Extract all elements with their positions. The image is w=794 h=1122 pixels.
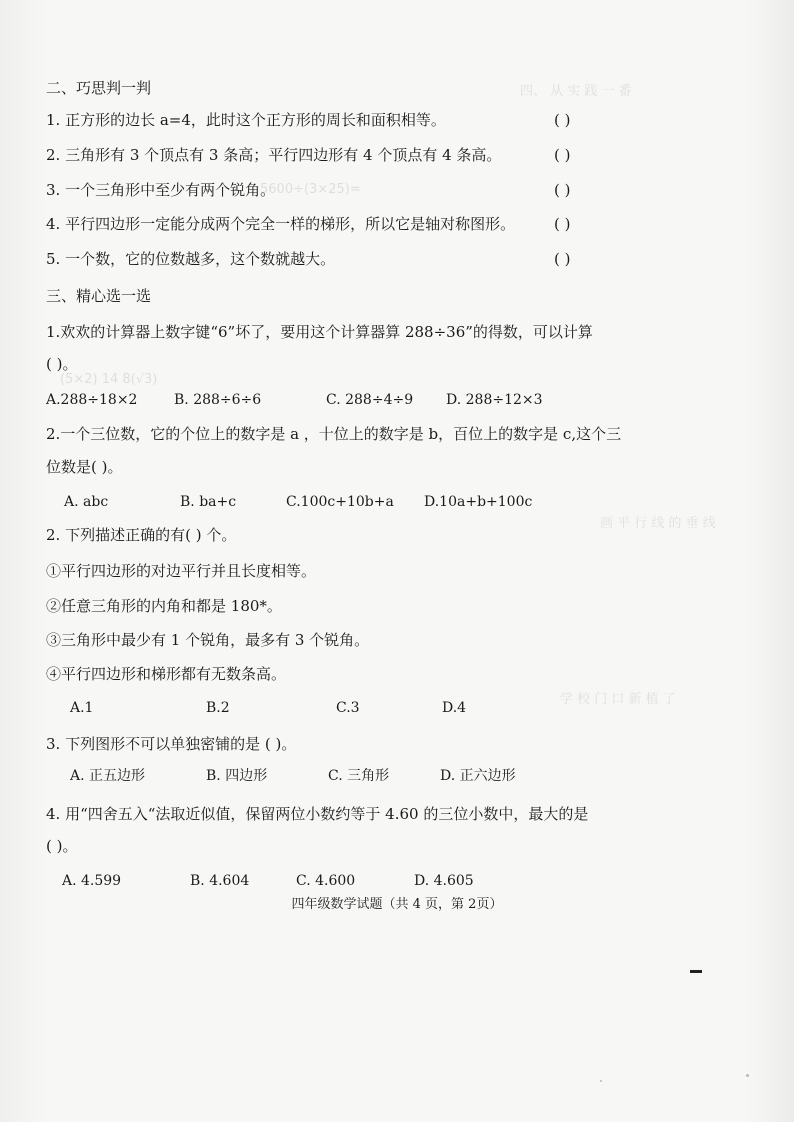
choice-q3-statement-1: ①平行四边形的对边平行并且长度相等。: [46, 562, 317, 580]
option-a[interactable]: A.1: [70, 700, 94, 716]
option-d[interactable]: D. 288÷12×3: [446, 392, 543, 408]
option-a[interactable]: A. 4.599: [62, 873, 122, 889]
option-d[interactable]: D. 4.605: [414, 873, 474, 889]
judge-answer-paren-4[interactable]: ( ): [554, 215, 571, 233]
show-through-text: 5600÷(3×25)=: [260, 182, 361, 197]
scan-mark: [690, 970, 702, 973]
choice-q2-stem: 2.一个三位数，它的个位上的数字是 a ，十位上的数字是 b，百位上的数字是 c,这个三: [46, 425, 622, 443]
choice-q3-statement-4: ④平行四边形和梯形都有无数条高。: [46, 665, 287, 683]
option-c[interactable]: C.3: [336, 700, 360, 716]
judge-item-1: 1. 正方形的边长 a=4，此时这个正方形的周长和面积相等。: [46, 111, 446, 129]
judge-answer-paren-3[interactable]: ( ): [554, 181, 571, 199]
choice-q2-options: [64, 492, 714, 512]
judge-item-3: 3. 一个三角形中至少有两个锐角。: [46, 181, 276, 199]
choice-q4-stem: 3. 下列图形不可以单独密铺的是 ( )。: [46, 735, 297, 753]
option-d[interactable]: D.10a+b+100c: [424, 494, 533, 510]
section-title-judge: 二、巧思判一判: [46, 79, 152, 97]
option-b[interactable]: B. 288÷6÷6: [174, 392, 262, 408]
option-a[interactable]: A.288÷18×2: [46, 392, 138, 408]
option-c[interactable]: C. 三角形: [328, 768, 390, 784]
show-through-text: (5×2) 14 8(√3): [60, 372, 158, 387]
option-b[interactable]: B. ba+c: [180, 494, 237, 510]
option-d[interactable]: D. 正六边形: [440, 768, 516, 784]
judge-item-2: 2. 三角形有 3 个顶点有 3 条高；平行四边形有 4 个顶点有 4 条高。: [46, 146, 502, 164]
option-d[interactable]: D.4: [442, 700, 467, 716]
choice-q1-options: [46, 390, 696, 410]
show-through-text: 画 平 行 线 的 垂 线: [600, 516, 716, 531]
option-b[interactable]: B.2: [206, 700, 230, 716]
choice-q5-answer-paren[interactable]: ( )。: [46, 837, 78, 855]
judge-item-4: 4. 平行四边形一定能分成两个完全一样的梯形，所以它是轴对称图形。: [46, 215, 516, 233]
choice-q3-statement-2: ②任意三角形的内角和都是 180*。: [46, 597, 282, 615]
choice-q1-answer-paren[interactable]: ( )。: [46, 355, 78, 373]
show-through-text: 四、 从 实 践 一 番: [520, 84, 632, 99]
choice-q1-stem: 1.欢欢的计算器上数字键“6”坏了，要用这个计算器算 288÷36”的得数，可以计算: [46, 323, 593, 341]
option-a[interactable]: A. 正五边形: [70, 768, 146, 784]
choice-q5-stem: 4. 用“四舍五入“法取近似值，保留两位小数约等于 4.60 的三位小数中，最大的是: [46, 805, 589, 823]
choice-q3-options: [70, 698, 720, 718]
judge-answer-paren-2[interactable]: ( ): [554, 146, 571, 164]
choice-q5-options: [62, 871, 712, 891]
option-b[interactable]: B. 四边形: [206, 768, 268, 784]
page-footer: 四年级数学试题（共 4 页，第 2页）: [291, 897, 503, 912]
choice-q2-answer-paren[interactable]: 位数是( )。: [46, 458, 123, 476]
judge-item-5: 5. 一个数，它的位数越多，这个数就越大。: [46, 250, 336, 268]
judge-answer-paren-5[interactable]: ( ): [554, 250, 571, 268]
option-b[interactable]: B. 4.604: [190, 873, 250, 889]
choice-q3-statement-3: ③三角形中最少有 1 个锐角，最多有 3 个锐角。: [46, 631, 370, 649]
section-title-choice: 三、精心选一选: [46, 287, 152, 305]
option-c[interactable]: C.100c+10b+a: [286, 494, 394, 510]
judge-answer-paren-1[interactable]: ( ): [554, 111, 571, 129]
option-c[interactable]: C. 288÷4÷9: [326, 392, 414, 408]
choice-q3-stem: 2. 下列描述正确的有( ) 个。: [46, 526, 237, 544]
scan-speck: [600, 1080, 602, 1082]
option-c[interactable]: C. 4.600: [296, 873, 356, 889]
option-a[interactable]: A. abc: [64, 494, 109, 510]
show-through-text: 学 校 门 口 新 植 了: [560, 692, 676, 707]
scan-speck: [746, 1074, 749, 1077]
choice-q4-options: [70, 766, 720, 786]
